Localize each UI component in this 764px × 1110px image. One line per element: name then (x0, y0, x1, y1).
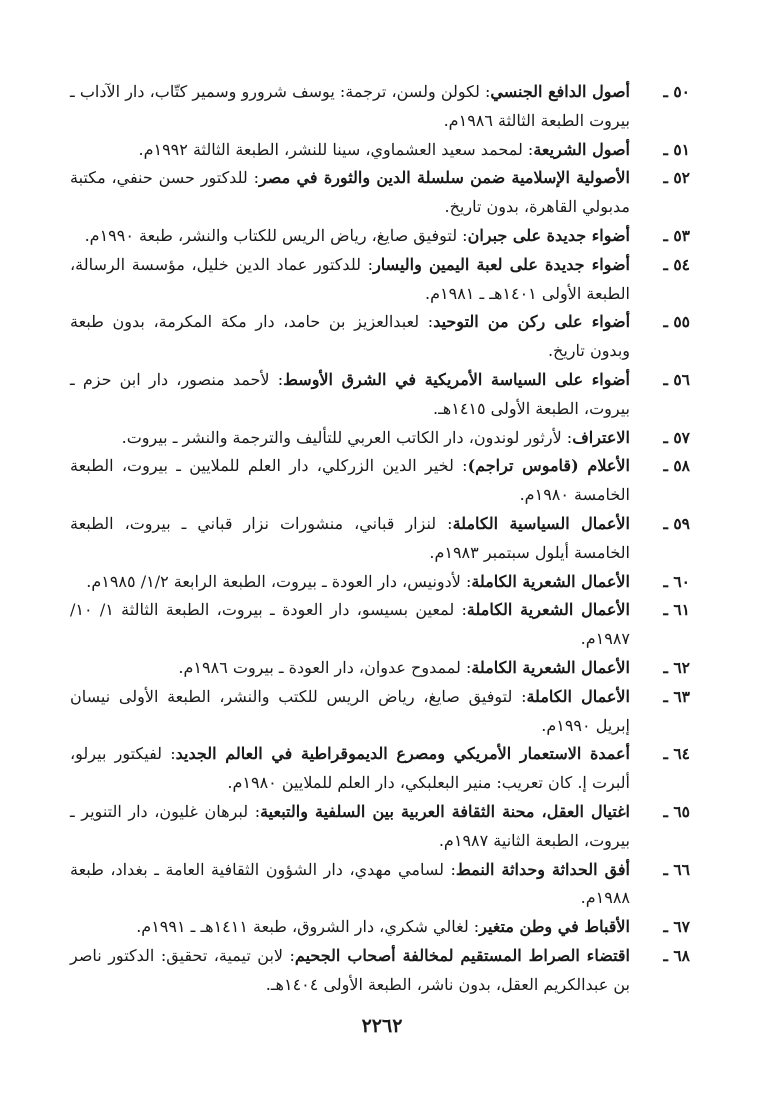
bibliography-entry (70, 222, 690, 251)
entry-details: : لسامي مهدي، دار الشؤون الثقافية العامة ـ بغداد، طبعة ١٩٨٨م. (70, 859, 630, 908)
bibliography-entry (70, 308, 690, 366)
entry-title: الأعمال الكاملة (526, 686, 631, 706)
bibliography-entry (70, 366, 690, 424)
entry-text (70, 798, 630, 856)
entry-title: أضواء جديدة على جبران (467, 225, 630, 245)
entry-text (70, 222, 630, 251)
entry-number: ٥٣ ـ (663, 225, 690, 245)
entry-text (70, 856, 630, 914)
entry-text (70, 740, 630, 798)
entry-details: : لبرهان غليون، دار التنوير ـ بيروت، الطبعة الثانية ١٩٨٧م. (70, 801, 630, 850)
entry-title: أضواء على ركن من التوحيد (433, 312, 631, 332)
bibliography-entry (70, 568, 690, 597)
entry-details: : لأدونيس، دار العودة ـ بيروت، الطبعة الرابعة ١/٢/ ١٩٨٥م. (86, 571, 472, 591)
entry-title: الأصولية الإسلامية ضمن سلسلة الدين والثورة في مصر (258, 168, 631, 188)
entry-text (70, 308, 630, 366)
entry-details: : للدكتور حسن حنفي، مكتبة مدبولي القاهرة، بدون تاريخ. (70, 168, 630, 217)
entry-number: ٥٠ ـ (663, 82, 690, 101)
entry-details: : لتوفيق صايغ، رياض الريس للكتب والنشر، الطبعة الأولى نيسان إبريل ١٩٩٠م. (70, 686, 630, 735)
entry-number: ٦٠ ـ (663, 571, 690, 591)
bibliography-entry (70, 596, 690, 654)
entry-number: ٥٤ ـ (663, 254, 690, 274)
entry-number: ٥١ ـ (663, 139, 690, 159)
entry-details: : لابن تيمية، تحقيق: الدكتور ناصر بن عبدالكريم العقل، بدون ناشر، الطبعة الأولى ١٤٠٤هـ. (70, 945, 630, 994)
entry-number: ٦٥ ـ (663, 801, 690, 821)
bibliography-entry (70, 164, 690, 222)
bibliography-entry (70, 942, 690, 1000)
entry-number: ٥٢ ـ (663, 168, 690, 188)
bibliography-entry (70, 740, 690, 798)
entry-details: : لأرثور لوندون، دار الكاتب العربي للتأليف والترجمة والنشر ـ بيروت. (121, 427, 573, 447)
entry-number: ٦٣ ـ (663, 686, 690, 706)
entry-number: ٦٢ ـ (663, 657, 690, 677)
entry-details: : لنزار قباني، منشورات نزار قباني ـ بيروت، الطبعة الخامسة أيلول سبتمبر ١٩٨٣م. (70, 513, 630, 562)
bibliography-entry (70, 798, 690, 856)
bibliography-entry (70, 856, 690, 914)
bibliography-entry (70, 136, 690, 165)
entry-number: ٦٤ ـ (663, 744, 690, 764)
entry-title: الأعمال السياسية الكاملة (452, 513, 631, 533)
entry-title: الأعمال الشعرية الكاملة (471, 657, 630, 677)
bibliography-entry (70, 424, 690, 453)
entry-text (70, 452, 630, 510)
entry-title: الأقباط في وطن متغير (479, 917, 630, 937)
bibliography-entry (70, 452, 690, 510)
entry-title: اقتضاء الصراط المستقيم لمخالفة أصحاب الجحيم (294, 945, 630, 965)
entry-text (70, 366, 630, 424)
entry-number: ٥٥ ـ (663, 312, 690, 332)
entry-text (70, 78, 630, 136)
bibliography-entry (70, 683, 690, 741)
entry-number: ٦٨ ـ (663, 945, 690, 965)
entry-number: ٥٧ ـ (663, 427, 690, 447)
bibliography-entry (70, 78, 690, 136)
entry-number: ٥٨ ـ (663, 456, 690, 476)
entry-number: ٦٦ ـ (663, 859, 690, 879)
entry-title: أضواء جديدة على لعبة اليمين واليسار (373, 254, 631, 274)
entry-text (70, 510, 630, 568)
entry-number: ٥٦ ـ (663, 369, 690, 389)
entry-details: : لغالي شكري، دار الشروق، طبعة ١٤١١هـ ـ ١٩٩١م. (136, 917, 480, 937)
entry-details: : للدكتور عماد الدين خليل، مؤسسة الرسالة، الطبعة الأولى ١٤٠١هـ ـ ١٩٨١م. (70, 254, 630, 303)
entry-title: أصول الشريعة (533, 139, 630, 159)
entry-title: الاعتراف (572, 427, 630, 447)
entry-details: : لكولن ولسن، ترجمة: يوسف شرورو وسمير كتّاب، دار الآداب ـ بيروت الطبعة الثالثة ١٩٨٦م. (70, 82, 630, 130)
entry-details: : لممدوح عدوان، دار العودة ـ بيروت ١٩٨٦م. (178, 657, 472, 677)
entry-details: : لعبدالعزيز بن حامد، دار مكة المكرمة، بدون طبعة وبدون تاريخ. (70, 312, 630, 361)
bibliography-entry (70, 510, 690, 568)
entry-text (70, 136, 630, 165)
entry-text (70, 568, 630, 597)
entry-title: اغتيال العقل، محنة الثقافة العربية بين السلفية والتبعية (260, 801, 631, 821)
entry-title: الأعلام (قاموس تراجم) (467, 456, 630, 476)
entry-title: أصول الدافع الجنسي (490, 82, 630, 101)
entry-text (70, 913, 630, 942)
entry-details: : لفيكتور بيرلو، ألبرت إ. كان تعريب: منير البعلبكي، دار العلم للملايين ١٩٨٠م. (70, 744, 630, 793)
entry-text (70, 654, 630, 683)
entry-title: أفق الحداثة وحداثة النمط (455, 859, 631, 879)
entry-title: أعمدة الاستعمار الأمريكي ومصرع الديموقراطية في العالم الجديد (175, 744, 630, 764)
entry-number: ٦٧ ـ (663, 917, 690, 937)
entry-text (70, 164, 630, 222)
entry-details: : لخير الدين الزركلي، دار العلم للملايين ـ بيروت، الطبعة الخامسة ١٩٨٠م. (70, 456, 630, 505)
entry-text (70, 596, 630, 654)
bibliography-entry (70, 251, 690, 309)
entry-details: : لأحمد منصور، دار ابن حزم ـ بيروت، الطبعة الأولى ١٤١٥هـ. (70, 369, 630, 418)
bibliography-entry (70, 913, 690, 942)
entry-details: : لمعين بسيسو، دار العودة ـ بيروت، الطبعة الثالثة ١/ ١٠/ ١٩٨٧م. (70, 600, 630, 649)
entry-title: الأعمال الشعرية الكاملة (466, 600, 630, 620)
entry-title: أضواء على السياسة الأمريكية في الشرق الأوسط (283, 369, 631, 389)
entry-text (70, 942, 630, 1000)
bibliography-entry (70, 654, 690, 683)
page-number: ٢٢٦٢ (361, 1015, 403, 1037)
entry-text (70, 424, 630, 453)
entry-details: : لمحمد سعيد العشماوي، سينا للنشر، الطبعة الثالثة ١٩٩٢م. (138, 139, 534, 159)
entry-text (70, 251, 630, 309)
entry-number: ٦١ ـ (663, 600, 690, 620)
entry-number: ٥٩ ـ (663, 513, 690, 533)
bibliography-list (70, 78, 690, 1000)
entry-text (70, 683, 630, 741)
entry-title: الأعمال الشعرية الكاملة (471, 571, 630, 591)
entry-details: : لتوفيق صايغ، رياض الريس للكتاب والنشر، طبعة ١٩٩٠م. (84, 225, 468, 245)
